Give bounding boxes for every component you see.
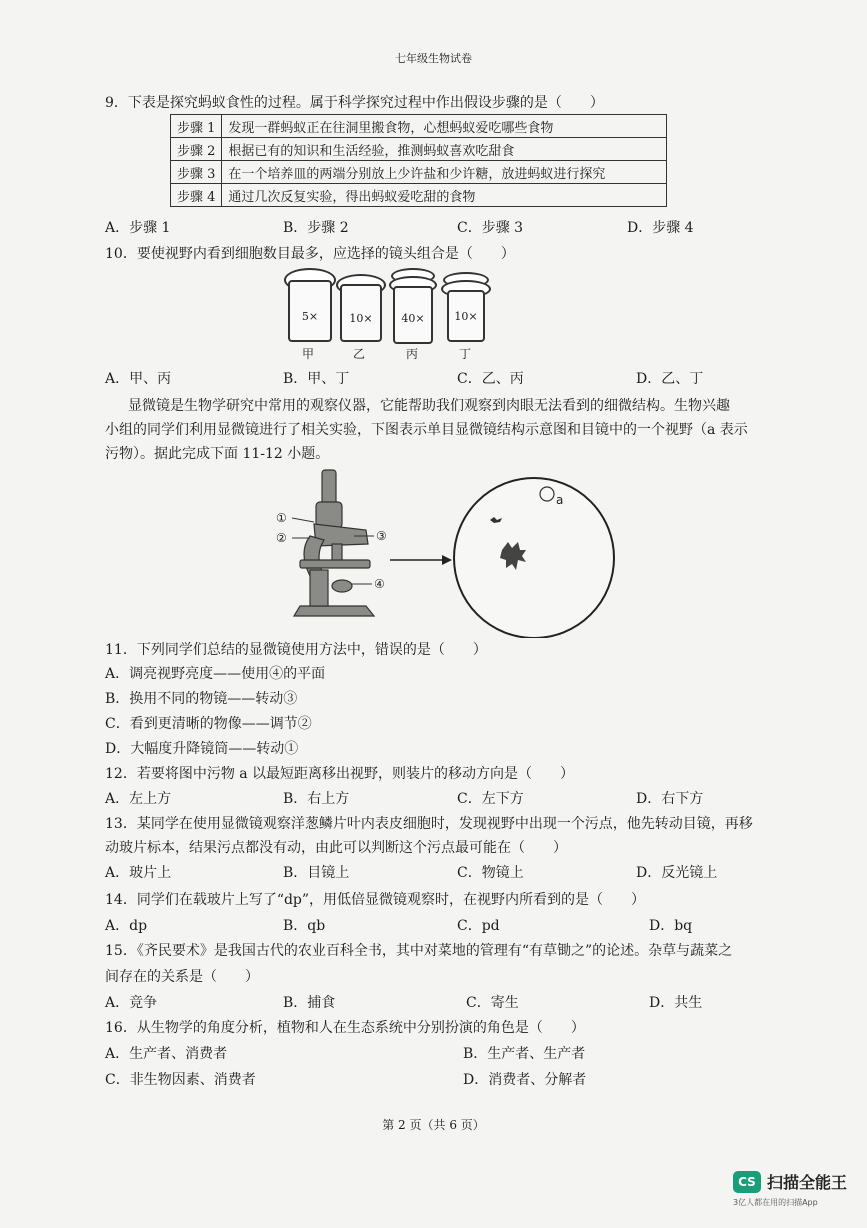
lens-yi: [336, 274, 386, 342]
q10-option-a[interactable]: A．甲、丙: [105, 371, 172, 387]
lens-mag: 10×: [454, 310, 478, 323]
q9-steps-table: [170, 114, 667, 207]
q14-option-d[interactable]: D．bq: [649, 918, 693, 934]
table-cell: 步骤 3: [171, 161, 222, 184]
question-15-stem-line-1: 15．《齐民要术》是我国古代的农业百科全书，其中对菜地的管理有“有草锄之”的论述。杂草与蔬菜之: [105, 943, 733, 959]
q15-option-c[interactable]: C．寄生: [466, 995, 519, 1011]
figure-label-4: ④: [374, 577, 385, 591]
q9-option-a[interactable]: A．步骤 1: [105, 220, 171, 236]
intro-line-1: 显微镜是生物学研究中常用的观察仪器，它能帮助我们观察到肉眼无法看到的细微结构。生物兴趣: [128, 398, 730, 414]
q9-option-d[interactable]: D．步骤 4: [627, 220, 694, 236]
lens-mag: 40×: [401, 312, 425, 325]
question-13-stem-line-2: 动玻片标本，结果污点都没有动，由此可以判断这个污点最可能在（ ）: [105, 840, 567, 856]
lens-name: 甲: [302, 347, 315, 361]
table-cell: 步骤 4: [171, 184, 222, 207]
question-13-stem-line-1: 13．某同学在使用显微镜观察洋葱鳞片叶内表皮细胞时，发现视野中出现一个污点，他先转动目镜，再移: [105, 816, 753, 832]
microscope-figure: [270, 466, 680, 638]
table-row: [171, 115, 667, 138]
q14-option-a[interactable]: A．dp: [105, 918, 148, 934]
q10-option-d[interactable]: D．乙、丁: [636, 371, 704, 387]
q14-option-c[interactable]: C．pd: [457, 918, 500, 934]
q15-option-a[interactable]: A．竞争: [105, 995, 158, 1011]
table-cell: 步骤 1: [171, 115, 222, 138]
q13-option-d[interactable]: D．反光镜上: [636, 865, 718, 881]
q13-option-b[interactable]: B．目镜上: [283, 865, 350, 881]
intro-line-3: 污物）。据此完成下面 11-12 小题。: [105, 446, 330, 462]
table-cell: 根据已有的知识和生活经验，推测蚂蚁喜欢吃甜食: [222, 138, 667, 161]
q15-option-b[interactable]: B．捕食: [283, 995, 336, 1011]
q16-option-b[interactable]: B．生产者、生产者: [463, 1046, 586, 1062]
page-header: 七年级生物试卷: [395, 52, 472, 65]
q11-option-a[interactable]: A．调亮视野亮度——使用④的平面: [105, 666, 326, 682]
q12-option-a[interactable]: A．左上方: [105, 791, 172, 807]
lens-bing: [389, 268, 437, 344]
lens-name: 丁: [459, 347, 472, 361]
arrowhead-icon: [442, 555, 452, 565]
question-15-stem-line-2: 间存在的关系是（ ）: [105, 969, 259, 985]
field-label-a: a: [556, 493, 564, 507]
lens-name: 丙: [406, 347, 419, 361]
q11-option-c[interactable]: C．看到更清晰的物像——调节②: [105, 716, 312, 732]
question-14-stem: 14．同学们在载玻片上写了“dp”，用低倍显微镜观察时，在视野内所看到的是（ ）: [105, 892, 646, 908]
microscope-icon: [294, 470, 374, 616]
table-cell: 在一个培养皿的两端分别放上少许盐和少许糖，放进蚂蚁进行探究: [222, 161, 667, 184]
table-cell: 步骤 2: [171, 138, 222, 161]
table-cell: 通过几次反复实验，得出蚂蚁爱吃甜的食物: [222, 184, 667, 207]
question-9-stem: 9．下表是探究蚂蚁食性的过程。属于科学探究过程中作出假设步骤的是（ ）: [105, 95, 604, 111]
lens-mag: 10×: [349, 312, 373, 325]
q10-option-c[interactable]: C．乙、丙: [457, 371, 524, 387]
table-cell: 发现一群蚂蚁正在往洞里搬食物，心想蚂蚁爱吃哪些食物: [222, 115, 667, 138]
question-16-stem: 16．从生物学的角度分析，植物和人在生态系统中分别扮演的角色是（ ）: [105, 1020, 585, 1036]
question-10-stem: 10．要使视野内看到细胞数目最多，应选择的镜头组合是（ ）: [105, 246, 515, 262]
q12-option-c[interactable]: C．左下方: [457, 791, 524, 807]
q16-option-a[interactable]: A．生产者、消费者: [105, 1046, 228, 1062]
figure-label-1: ①: [276, 511, 287, 525]
q10-option-b[interactable]: B．甲、丁: [283, 371, 350, 387]
q13-option-a[interactable]: A．玻片上: [105, 865, 172, 881]
q12-option-b[interactable]: B．右上方: [283, 791, 350, 807]
intro-line-2: 小组的同学们利用显微镜进行了相关实验，下图表示单目显微镜结构示意图和目镜中的一个视野（a 表示: [105, 422, 748, 438]
view-field: [454, 478, 614, 638]
lens-ding: [441, 272, 491, 342]
q11-option-b[interactable]: B．换用不同的物镜——转动③: [105, 691, 298, 707]
table-row: [171, 184, 667, 207]
q11-option-d[interactable]: D．大幅度升降镜筒——转动①: [105, 741, 299, 757]
figure-label-2: ②: [276, 531, 287, 545]
figure-label-3: ③: [376, 529, 387, 543]
lens-jia: [284, 268, 336, 342]
q12-option-d[interactable]: D．右下方: [636, 791, 704, 807]
table-row: [171, 161, 667, 184]
page-number: 第 2 页（共 6 页）: [382, 1118, 485, 1132]
q13-option-c[interactable]: C．物镜上: [457, 865, 524, 881]
lens-name: 乙: [353, 347, 366, 361]
q9-option-c[interactable]: C．步骤 3: [457, 220, 524, 236]
question-12-stem: 12．若要将图中污物 a 以最短距离移出视野，则装片的移动方向是（ ）: [105, 766, 575, 782]
lens-mag: 5×: [301, 310, 319, 323]
q9-option-b[interactable]: B．步骤 2: [283, 220, 349, 236]
q14-option-b[interactable]: B．qb: [283, 918, 326, 934]
scanner-watermark: [733, 1170, 847, 1208]
camscanner-logo-icon: CS: [733, 1171, 761, 1193]
watermark-subtitle: 3亿人都在用的扫描App: [732, 1198, 818, 1207]
watermark-title: 扫描全能王: [766, 1173, 847, 1192]
question-11-stem: 11．下列同学们总结的显微镜使用方法中，错误的是（ ）: [105, 642, 487, 658]
q16-option-d[interactable]: D．消费者、分解者: [463, 1072, 587, 1088]
table-row: [171, 138, 667, 161]
q16-option-c[interactable]: C．非生物因素、消费者: [105, 1072, 256, 1088]
q15-option-d[interactable]: D．共生: [649, 995, 703, 1011]
